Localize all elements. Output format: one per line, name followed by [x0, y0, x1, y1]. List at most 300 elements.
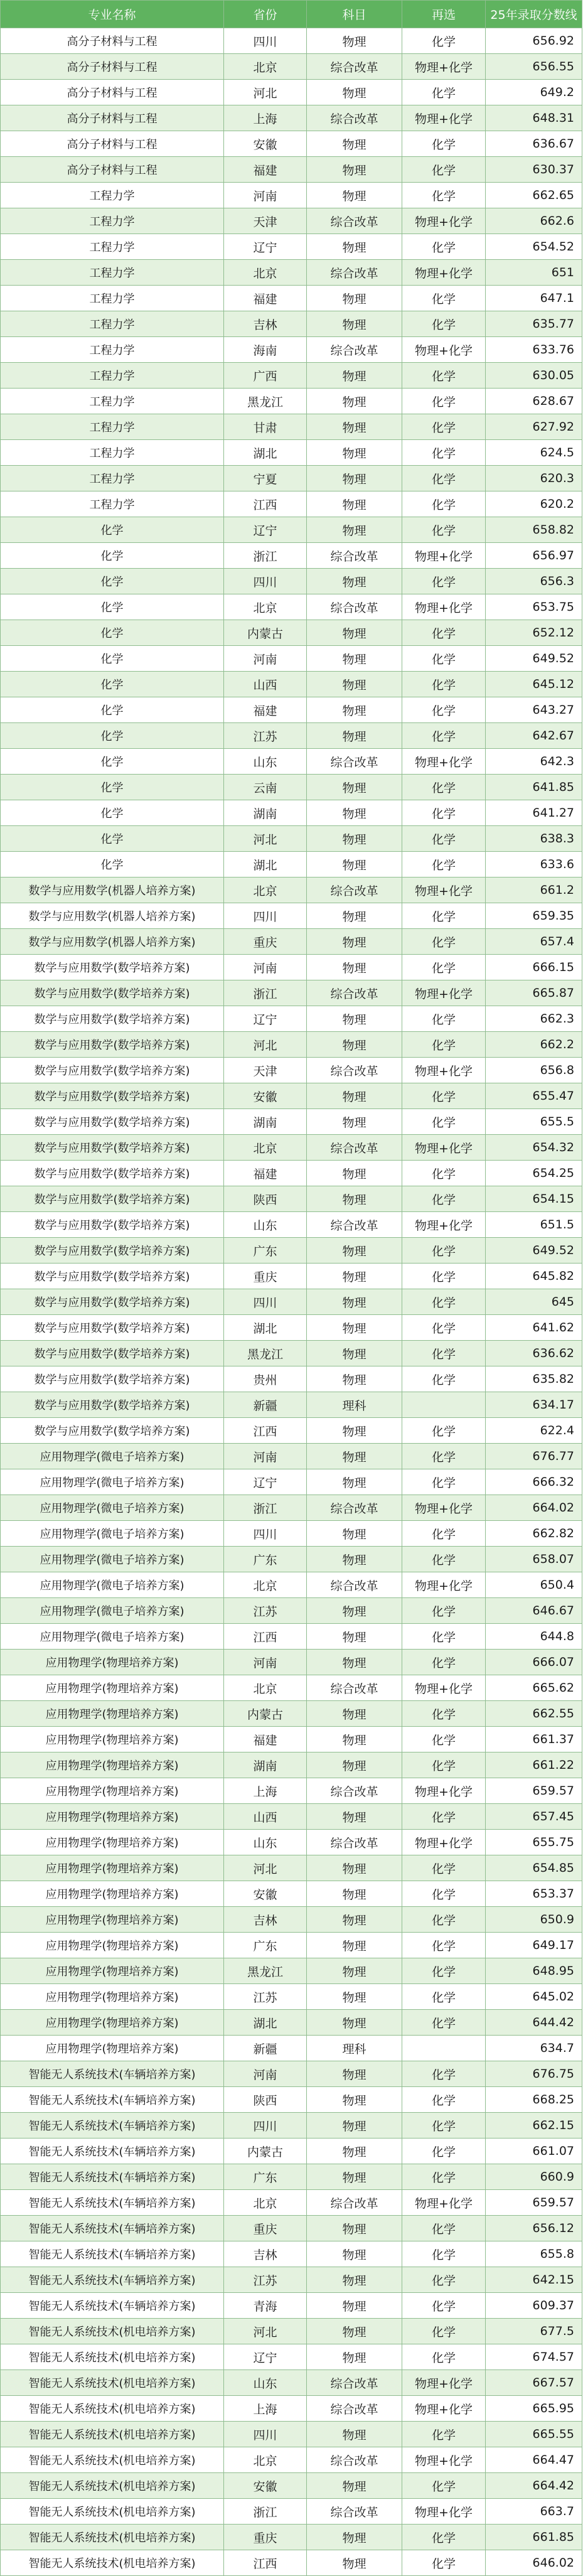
cell-major: 数学与应用数学(数学培养方案)	[1, 1006, 224, 1032]
cell-reselect: 化学	[402, 2344, 486, 2370]
table-row	[1, 1855, 582, 1881]
cell-score: 633.6	[486, 852, 582, 877]
table-row	[1, 1083, 582, 1109]
cell-subject: 物理	[307, 1006, 402, 1032]
cell-subject: 物理	[307, 775, 402, 800]
cell-reselect: 化学	[402, 1727, 486, 1752]
cell-reselect: 化学	[402, 646, 486, 672]
cell-major: 数学与应用数学(机器人培养方案)	[1, 877, 224, 903]
cell-province: 山东	[224, 2370, 307, 2396]
table-row	[1, 2061, 582, 2087]
cell-score: 667.57	[486, 2370, 582, 2396]
table-row	[1, 2344, 582, 2370]
cell-major: 化学	[1, 826, 224, 852]
cell-province: 江西	[224, 1624, 307, 1650]
table-row	[1, 286, 582, 311]
cell-reselect: 物理+化学	[402, 105, 486, 131]
cell-score: 662.2	[486, 1032, 582, 1058]
cell-province: 河南	[224, 183, 307, 208]
cell-score: 642.3	[486, 749, 582, 775]
table-row	[1, 1289, 582, 1315]
cell-subject: 综合改革	[307, 1058, 402, 1083]
cell-reselect: 化学	[402, 1006, 486, 1032]
cell-province: 云南	[224, 775, 307, 800]
cell-province: 湖北	[224, 2010, 307, 2036]
cell-major: 应用物理学(微电子培养方案)	[1, 1547, 224, 1572]
cell-subject: 综合改革	[307, 54, 402, 80]
cell-major: 数学与应用数学(数学培养方案)	[1, 1058, 224, 1083]
cell-score: 659.57	[486, 2190, 582, 2216]
table-row	[1, 1778, 582, 1804]
cell-major: 化学	[1, 646, 224, 672]
table-row	[1, 389, 582, 414]
cell-province: 北京	[224, 2447, 307, 2473]
cell-subject: 物理	[307, 1907, 402, 1933]
cell-major: 化学	[1, 749, 224, 775]
cell-reselect: 化学	[402, 183, 486, 208]
cell-score: 656.92	[486, 28, 582, 54]
cell-subject: 物理	[307, 414, 402, 440]
cell-reselect: 化学	[402, 1521, 486, 1547]
cell-province: 辽宁	[224, 2344, 307, 2370]
table-row	[1, 2087, 582, 2113]
cell-score: 641.27	[486, 800, 582, 826]
cell-major: 数学与应用数学(数学培养方案)	[1, 1315, 224, 1341]
table-row	[1, 105, 582, 131]
cell-province: 北京	[224, 1675, 307, 1701]
cell-score: 652.12	[486, 620, 582, 646]
cell-subject: 物理	[307, 2473, 402, 2499]
cell-subject: 物理	[307, 697, 402, 723]
cell-province: 北京	[224, 594, 307, 620]
cell-score: 656.97	[486, 543, 582, 569]
table-row	[1, 2370, 582, 2396]
cell-reselect: 物理+化学	[402, 1135, 486, 1161]
cell-subject: 物理	[307, 929, 402, 955]
cell-subject: 物理	[307, 286, 402, 311]
cell-reselect: 物理+化学	[402, 1495, 486, 1521]
cell-score: 641.85	[486, 775, 582, 800]
cell-major: 数学与应用数学(数学培养方案)	[1, 1212, 224, 1238]
cell-subject: 物理	[307, 1547, 402, 1572]
cell-major: 高分子材料与工程	[1, 80, 224, 105]
cell-province: 湖北	[224, 1315, 307, 1341]
cell-reselect: 化学	[402, 1624, 486, 1650]
cell-subject: 综合改革	[307, 260, 402, 286]
cell-reselect: 化学	[402, 2319, 486, 2344]
cell-reselect: 化学	[402, 389, 486, 414]
cell-major: 应用物理学(微电子培养方案)	[1, 1521, 224, 1547]
cell-score: 662.65	[486, 183, 582, 208]
cell-province: 甘肃	[224, 414, 307, 440]
cell-major: 应用物理学(微电子培养方案)	[1, 1444, 224, 1469]
cell-major: 数学与应用数学(数学培养方案)	[1, 1289, 224, 1315]
cell-score: 648.95	[486, 1958, 582, 1984]
cell-score: 634.17	[486, 1392, 582, 1418]
cell-province: 辽宁	[224, 1006, 307, 1032]
cell-score: 649.17	[486, 1933, 582, 1958]
cell-subject: 物理	[307, 311, 402, 337]
table-row	[1, 414, 582, 440]
cell-score: 656.12	[486, 2216, 582, 2241]
cell-reselect: 化学	[402, 1032, 486, 1058]
table-row	[1, 2447, 582, 2473]
cell-province: 福建	[224, 697, 307, 723]
cell-reselect: 化学	[402, 414, 486, 440]
cell-province: 浙江	[224, 543, 307, 569]
table-row	[1, 1675, 582, 1701]
cell-subject: 综合改革	[307, 1212, 402, 1238]
cell-province: 江苏	[224, 1598, 307, 1624]
cell-major: 应用物理学(物理培养方案)	[1, 1830, 224, 1855]
cell-reselect: 化学	[402, 1958, 486, 1984]
table-row	[1, 2550, 582, 2576]
cell-reselect: 化学	[402, 311, 486, 337]
cell-major: 应用物理学(物理培养方案)	[1, 1804, 224, 1830]
cell-subject: 物理	[307, 1598, 402, 1624]
cell-province: 四川	[224, 1289, 307, 1315]
table-row	[1, 2010, 582, 2036]
cell-score: 661.2	[486, 877, 582, 903]
cell-reselect: 化学	[402, 1907, 486, 1933]
cell-score: 674.57	[486, 2344, 582, 2370]
cell-province: 河南	[224, 2061, 307, 2087]
cell-province: 黑龙江	[224, 1958, 307, 1984]
cell-province: 湖南	[224, 1752, 307, 1778]
table-row	[1, 1058, 582, 1083]
table-row	[1, 1752, 582, 1778]
cell-reselect: 化学	[402, 131, 486, 157]
cell-subject: 物理	[307, 1881, 402, 1907]
cell-subject: 物理	[307, 183, 402, 208]
cell-major: 应用物理学(物理培养方案)	[1, 1650, 224, 1675]
table-row	[1, 646, 582, 672]
cell-province: 广东	[224, 2164, 307, 2190]
table-row	[1, 2164, 582, 2190]
table-row	[1, 1392, 582, 1418]
table-row	[1, 1907, 582, 1933]
cell-score: 662.82	[486, 1521, 582, 1547]
cell-reselect: 物理+化学	[402, 1212, 486, 1238]
table-row	[1, 54, 582, 80]
cell-score: 655.5	[486, 1109, 582, 1135]
table-row	[1, 183, 582, 208]
cell-score: 664.02	[486, 1495, 582, 1521]
cell-score: 676.77	[486, 1444, 582, 1469]
cell-major: 数学与应用数学(数学培养方案)	[1, 1109, 224, 1135]
cell-score: 658.07	[486, 1547, 582, 1572]
cell-reselect: 化学	[402, 2241, 486, 2267]
table-row	[1, 749, 582, 775]
cell-reselect: 化学	[402, 620, 486, 646]
cell-province: 江西	[224, 491, 307, 517]
cell-reselect: 化学	[402, 569, 486, 594]
table-row	[1, 1572, 582, 1598]
cell-reselect: 化学	[402, 723, 486, 749]
cell-major: 应用物理学(物理培养方案)	[1, 1855, 224, 1881]
cell-province: 北京	[224, 1572, 307, 1598]
cell-reselect: 物理+化学	[402, 543, 486, 569]
cell-score: 653.75	[486, 594, 582, 620]
table-row	[1, 929, 582, 955]
cell-reselect: 化学	[402, 672, 486, 697]
cell-province: 福建	[224, 286, 307, 311]
cell-reselect: 化学	[402, 1984, 486, 2010]
cell-score: 620.2	[486, 491, 582, 517]
cell-reselect: 化学	[402, 1547, 486, 1572]
cell-subject: 综合改革	[307, 2190, 402, 2216]
cell-score: 663.7	[486, 2499, 582, 2525]
cell-subject: 物理	[307, 1804, 402, 1830]
cell-major: 数学与应用数学(数学培养方案)	[1, 1366, 224, 1392]
cell-major: 化学	[1, 672, 224, 697]
cell-province: 江苏	[224, 723, 307, 749]
cell-reselect: 化学	[402, 2293, 486, 2319]
cell-score: 650.9	[486, 1907, 582, 1933]
cell-province: 浙江	[224, 2499, 307, 2525]
cell-score: 662.6	[486, 208, 582, 234]
cell-subject: 综合改革	[307, 1572, 402, 1598]
table-row	[1, 1444, 582, 1469]
cell-subject: 物理	[307, 1727, 402, 1752]
cell-subject: 物理	[307, 1933, 402, 1958]
cell-score: 661.07	[486, 2139, 582, 2164]
table-row	[1, 2139, 582, 2164]
cell-major: 数学与应用数学(机器人培养方案)	[1, 929, 224, 955]
cell-reselect: 物理+化学	[402, 337, 486, 363]
cell-subject: 综合改革	[307, 1675, 402, 1701]
cell-province: 上海	[224, 2396, 307, 2422]
cell-province: 浙江	[224, 980, 307, 1006]
cell-score: 653.37	[486, 1881, 582, 1907]
table-row	[1, 723, 582, 749]
table-row	[1, 1212, 582, 1238]
cell-reselect: 化学	[402, 1238, 486, 1264]
cell-subject: 物理	[307, 1855, 402, 1881]
cell-major: 智能无人系统技术(机电培养方案)	[1, 2525, 224, 2550]
cell-score: 647.1	[486, 286, 582, 311]
cell-province: 山东	[224, 749, 307, 775]
cell-major: 应用物理学(微电子培养方案)	[1, 1598, 224, 1624]
cell-score: 643.27	[486, 697, 582, 723]
cell-reselect: 化学	[402, 517, 486, 543]
cell-reselect: 物理+化学	[402, 2499, 486, 2525]
cell-subject: 物理	[307, 2216, 402, 2241]
cell-province: 宁夏	[224, 466, 307, 491]
cell-score: 650.4	[486, 1572, 582, 1598]
table-row	[1, 311, 582, 337]
cell-subject: 物理	[307, 2550, 402, 2576]
cell-province: 吉林	[224, 311, 307, 337]
cell-reselect: 化学	[402, 903, 486, 929]
cell-reselect: 化学	[402, 775, 486, 800]
table-row	[1, 157, 582, 183]
cell-province: 重庆	[224, 1264, 307, 1289]
cell-score: 654.52	[486, 234, 582, 260]
cell-score: 665.62	[486, 1675, 582, 1701]
cell-subject: 理科	[307, 1392, 402, 1418]
cell-major: 智能无人系统技术(车辆培养方案)	[1, 2113, 224, 2139]
table-row	[1, 1006, 582, 1032]
table-row	[1, 2113, 582, 2139]
table-row	[1, 2216, 582, 2241]
cell-province: 河北	[224, 80, 307, 105]
cell-subject: 物理	[307, 1186, 402, 1212]
cell-reselect: 化学	[402, 234, 486, 260]
cell-subject: 理科	[307, 2036, 402, 2061]
table-row	[1, 2267, 582, 2293]
table-row	[1, 28, 582, 54]
header-row	[1, 1, 582, 28]
cell-score: 658.82	[486, 517, 582, 543]
cell-province: 浙江	[224, 1495, 307, 1521]
table-header	[1, 1, 582, 28]
cell-subject: 综合改革	[307, 594, 402, 620]
cell-score: 651	[486, 260, 582, 286]
table-row	[1, 1701, 582, 1727]
cell-major: 工程力学	[1, 440, 224, 466]
table-row	[1, 2241, 582, 2267]
cell-subject: 物理	[307, 1264, 402, 1289]
table-row	[1, 1469, 582, 1495]
cell-score: 630.37	[486, 157, 582, 183]
cell-subject: 物理	[307, 723, 402, 749]
cell-score: 630.05	[486, 363, 582, 389]
table-row	[1, 491, 582, 517]
table-row	[1, 620, 582, 646]
table-row	[1, 672, 582, 697]
cell-reselect: 化学	[402, 363, 486, 389]
cell-major: 应用物理学(物理培养方案)	[1, 2010, 224, 2036]
cell-reselect: 物理+化学	[402, 1778, 486, 1804]
cell-province: 贵州	[224, 1366, 307, 1392]
cell-subject: 物理	[307, 2319, 402, 2344]
cell-reselect: 化学	[402, 2113, 486, 2139]
cell-score: 648.31	[486, 105, 582, 131]
cell-score: 656.8	[486, 1058, 582, 1083]
cell-subject: 物理	[307, 2293, 402, 2319]
cell-major: 应用物理学(微电子培养方案)	[1, 1469, 224, 1495]
cell-subject: 综合改革	[307, 2499, 402, 2525]
cell-reselect: 物理+化学	[402, 1830, 486, 1855]
cell-major: 应用物理学(微电子培养方案)	[1, 1624, 224, 1650]
cell-province: 湖北	[224, 440, 307, 466]
cell-score: 627.92	[486, 414, 582, 440]
cell-reselect: 化学	[402, 80, 486, 105]
cell-major: 化学	[1, 543, 224, 569]
cell-province: 内蒙古	[224, 2139, 307, 2164]
cell-score: 646.02	[486, 2550, 582, 2576]
cell-province: 重庆	[224, 2216, 307, 2241]
cell-major: 化学	[1, 569, 224, 594]
cell-subject: 物理	[307, 1418, 402, 1444]
cell-subject: 物理	[307, 1341, 402, 1366]
table-row	[1, 234, 582, 260]
cell-province: 河南	[224, 955, 307, 980]
cell-major: 智能无人系统技术(车辆培养方案)	[1, 2241, 224, 2267]
cell-major: 应用物理学(微电子培养方案)	[1, 1495, 224, 1521]
cell-subject: 物理	[307, 2087, 402, 2113]
cell-reselect: 化学	[402, 1701, 486, 1727]
cell-reselect: 化学	[402, 1650, 486, 1675]
cell-score: 636.67	[486, 131, 582, 157]
cell-subject: 物理	[307, 466, 402, 491]
cell-reselect: 化学	[402, 2216, 486, 2241]
cell-score: 620.3	[486, 466, 582, 491]
cell-province: 北京	[224, 54, 307, 80]
table-row	[1, 852, 582, 877]
cell-province: 海南	[224, 337, 307, 363]
cell-major: 应用物理学(物理培养方案)	[1, 1907, 224, 1933]
table-row	[1, 697, 582, 723]
cell-major: 高分子材料与工程	[1, 105, 224, 131]
cell-subject: 物理	[307, 1624, 402, 1650]
cell-province: 安徽	[224, 1881, 307, 1907]
table-row	[1, 1315, 582, 1341]
cell-subject: 物理	[307, 2061, 402, 2087]
table-row	[1, 1804, 582, 1830]
cell-score: 635.77	[486, 311, 582, 337]
table-row	[1, 955, 582, 980]
cell-major: 工程力学	[1, 260, 224, 286]
cell-province: 陕西	[224, 1186, 307, 1212]
cell-major: 智能无人系统技术(机电培养方案)	[1, 2319, 224, 2344]
cell-score: 654.15	[486, 1186, 582, 1212]
cell-reselect	[402, 2036, 486, 2061]
cell-score: 649.52	[486, 646, 582, 672]
cell-major: 数学与应用数学(数学培养方案)	[1, 1341, 224, 1366]
cell-score: 649.52	[486, 1238, 582, 1264]
cell-subject: 物理	[307, 1315, 402, 1341]
cell-subject: 综合改革	[307, 980, 402, 1006]
cell-province: 辽宁	[224, 517, 307, 543]
cell-subject: 物理	[307, 1109, 402, 1135]
cell-reselect: 化学	[402, 929, 486, 955]
cell-province: 四川	[224, 2113, 307, 2139]
cell-province: 吉林	[224, 2241, 307, 2267]
cell-major: 工程力学	[1, 414, 224, 440]
table-row	[1, 1264, 582, 1289]
header-major: 专业名称	[1, 1, 224, 28]
cell-province: 江西	[224, 2550, 307, 2576]
cell-subject: 物理	[307, 955, 402, 980]
cell-reselect: 化学	[402, 2010, 486, 2036]
cell-reselect: 化学	[402, 2139, 486, 2164]
cell-subject: 物理	[307, 2344, 402, 2370]
cell-reselect: 化学	[402, 1083, 486, 1109]
cell-subject: 物理	[307, 440, 402, 466]
cell-subject: 物理	[307, 826, 402, 852]
cell-major: 数学与应用数学(数学培养方案)	[1, 1186, 224, 1212]
cell-major: 应用物理学(物理培养方案)	[1, 1752, 224, 1778]
cell-score: 638.3	[486, 826, 582, 852]
cell-reselect: 物理+化学	[402, 208, 486, 234]
table-row	[1, 800, 582, 826]
cell-province: 四川	[224, 903, 307, 929]
cell-reselect: 化学	[402, 826, 486, 852]
cell-score: 634.7	[486, 2036, 582, 2061]
table-row	[1, 2319, 582, 2344]
cell-reselect: 化学	[402, 466, 486, 491]
cell-province: 新疆	[224, 2036, 307, 2061]
cell-subject: 物理	[307, 1238, 402, 1264]
cell-subject: 物理	[307, 1444, 402, 1469]
table-row	[1, 1727, 582, 1752]
cell-major: 智能无人系统技术(车辆培养方案)	[1, 2087, 224, 2113]
table-body	[1, 28, 582, 2576]
table-row	[1, 2190, 582, 2216]
cell-major: 化学	[1, 775, 224, 800]
